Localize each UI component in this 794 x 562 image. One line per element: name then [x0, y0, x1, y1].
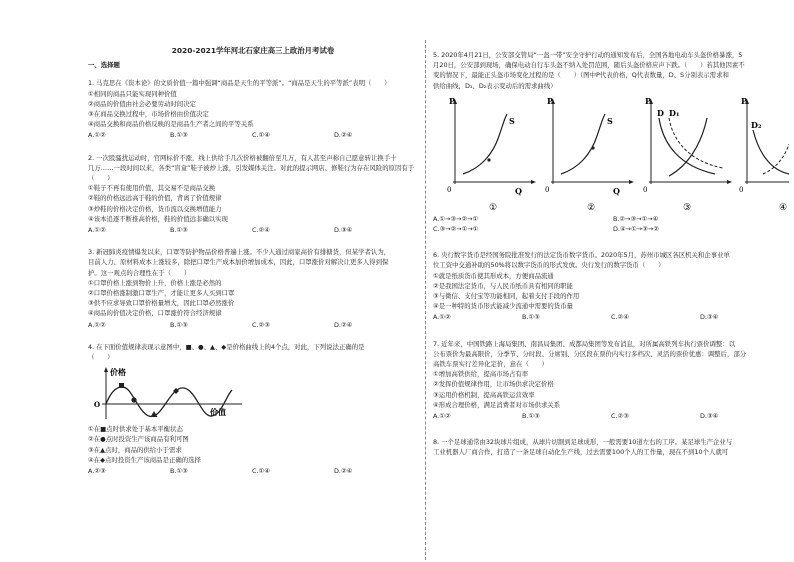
question-line: ②发挥价值规律作用，让市场供求决定价格 [433, 380, 554, 389]
question-line: ④是一种特的货币形式能减少流通中需要的货币量 [433, 302, 573, 311]
graph-2 [545, 96, 634, 212]
price-axis-arrow [104, 367, 108, 372]
option-a[interactable]: A.①② [88, 320, 106, 329]
option-c[interactable]: C.①④ [252, 131, 270, 140]
question-line: ③炒鞋的价格决定价格，货币流以交换增值能力 [88, 204, 222, 213]
graph-1-point [487, 158, 490, 161]
graph-2-p-label: P [547, 95, 554, 106]
answer-options [433, 411, 789, 421]
graph-1-p-label: P [449, 95, 456, 106]
graph-1-q-label: Q [515, 185, 522, 196]
option-b[interactable]: B.①③ [170, 226, 188, 235]
question-line: 公布票价为最高限价，分季节、分时段、分席别、分区段在票价内实行多档次、灵活的票价优惠：调整后，部分 [433, 349, 747, 358]
graph-4 [739, 96, 789, 212]
answer-options [88, 320, 418, 330]
question-line: ④形成合理价格，满足消费者对市场供求关系 [433, 400, 561, 409]
column-divider [425, 40, 426, 560]
question-line: ②是我国法定货币，与人民币纸币具有相同的职能 [433, 281, 573, 290]
question-3 [88, 247, 418, 330]
option-d[interactable]: D.②④ [334, 131, 353, 140]
graph-2-point [591, 146, 594, 149]
question-line: ①口罩价格上涨到物价上升，价格上涨是必然的 [88, 278, 222, 287]
option-c[interactable]: C.②③ [252, 320, 270, 329]
question-line: （ ） [88, 353, 114, 362]
option-c[interactable]: C.③→②→①→① [433, 225, 479, 234]
question-line: 3. 新冠肺炎疫情爆发以来，口罩等防护物品价格普遍上涨。不少人通过商家高价有排搪货，但某学者认为， [88, 248, 391, 257]
question-line: ②口罩价格涨制激口罩生产，才能让更多人买到口罩 [88, 289, 235, 298]
option-b[interactable]: B.①③ [170, 467, 188, 476]
question-line: ③运用价格机制，提高高铁运营效率 [433, 390, 535, 399]
graph-1 [447, 96, 536, 212]
question-line: 几万……一段时间以来，各类“盲盒”鞋子被炒上涨，引发媒体关注。对此的提示网店、修鞋行为存在风险的原因有于 [88, 163, 415, 172]
option-c[interactable]: C.②③ [611, 412, 629, 421]
question-5 [433, 50, 789, 234]
graph-3-origin: 0 [643, 185, 648, 194]
price-axis-label: 价格 [110, 367, 126, 378]
question-line: ①在■点时供求处于基本平衡状态 [88, 425, 183, 434]
option-a[interactable]: A.①② [433, 412, 451, 421]
option-d[interactable]: D.②④ [334, 320, 353, 329]
graph-2-number: ② [587, 202, 596, 212]
circle-marker [131, 398, 136, 403]
question-8 [433, 437, 789, 457]
value-axis-label: 价值 [210, 407, 226, 418]
question-line: ③在商品交换过程中，市场价格由价值决定 [88, 110, 209, 119]
left-column [88, 40, 418, 476]
question-line: 位工资中交通补助的50%将以数字货币的形式发放。央行发行的数字货币（ ） [433, 261, 665, 270]
graph-4-curve-dashed [763, 144, 789, 174]
answer-options [88, 466, 418, 476]
question-line: ①就是纸质货币使其形成本，方便商品流通 [433, 271, 554, 280]
option-a[interactable]: A.①② [88, 131, 106, 140]
option-c[interactable]: C.①④ [252, 467, 270, 476]
option-c[interactable]: C.②④ [252, 226, 270, 235]
question-line: ④该本追逐不断推高价格，鞋的价值远非确以实现 [88, 214, 228, 223]
answer-options [88, 130, 418, 140]
question-line: 护。这一观点的合理性在于（ ） [88, 268, 191, 277]
graph-3 [643, 96, 732, 212]
graph-4-demand-curve [753, 130, 789, 174]
option-d[interactable]: D.④→①→③→② [613, 225, 659, 234]
graph-2-curve-label: S [607, 115, 613, 126]
question-line: ④商品的价值决定价格，口罩涨价符合经济规律 [88, 309, 222, 318]
option-b[interactable]: B.②→③→①→④ [613, 214, 659, 223]
question-line: ②鞋的价格远远高于鞋的价值，背离了价值规律 [88, 194, 222, 203]
question-line: 8. 一个足球通常由32块球片组成，从球片切割到足球成形，一般需要10道左右的工序。某足球生产企业与 [433, 438, 733, 447]
graph-4-p-label: P [741, 95, 748, 106]
question-7 [433, 339, 789, 422]
question-line: ①相同的商品只能实现同种价值 [88, 89, 177, 98]
question-line: 变的情况下，最能正头盔市场变化过程的是（ ）（图中P代表价格，Q代表数量，D、S分别表示需求和 [433, 71, 729, 80]
option-a[interactable]: A.②③ [88, 467, 106, 476]
option-b[interactable]: B.①③ [522, 412, 540, 421]
graphs-svg [433, 94, 789, 212]
question-line: ③供不应求导致口罩价格量增大，因此口罩必然涨价 [88, 299, 235, 308]
graph-3-demand-curve [659, 118, 715, 174]
graph-3-curve-label-d1: D₁ [669, 107, 680, 118]
question-line: 4. 在下面价值规律表现示意图中，■、●、▲、◆是价格曲线上的4个点，对此，下列说法正确的是 [88, 342, 365, 351]
graph-2-supply-curve [561, 114, 605, 174]
option-b[interactable]: B.①③ [170, 131, 188, 140]
graph-3-p-label: P [645, 95, 652, 106]
question-line: ④商品交换和商品价格反映的是商品生产者之间的平等关系 [88, 120, 254, 129]
option-a[interactable]: A.①② [433, 313, 451, 322]
option-c[interactable]: C.②④ [611, 313, 629, 322]
graph-2-origin: 0 [545, 185, 550, 194]
right-column [433, 40, 789, 458]
graph-3-supply-curve [669, 118, 707, 176]
question-line: 供给曲线，D₁、D₂表示变动后的需求曲线） [433, 81, 557, 90]
question-line: 1. 马克思在《资本论》的文质价值一篇中强调“商品是天生的平等派”。“商品是天生的平等派”表明（ ） [88, 79, 391, 88]
graph-4-number: ④ [779, 202, 788, 212]
wave-graph-svg [92, 364, 292, 422]
question-line: ③与微信、支付宝等功能相同，起着支付手段的作用 [433, 292, 580, 301]
option-d[interactable]: D.②④ [334, 467, 353, 476]
graph-1-supply-curve [463, 114, 507, 174]
graph-2-q-label: Q [613, 185, 620, 196]
question-line: 6. 央行数字货币是经国务院批准发行的法定货币数字货币。2020年5月，苏州市城区各区机关和企事业单 [433, 251, 730, 260]
graph-3-demand-curve-shifted [669, 118, 723, 168]
question-line: 工业机器人厂商合作，打造了一条足球自动化生产线，过去需要100个人的工作量，现在不到10个人就可 [433, 448, 729, 457]
question-line: ④在◆点时投资生产该商品是正确的选择 [88, 455, 201, 464]
question-2 [88, 153, 418, 236]
question-line: ②商品的价值由社会必要劳动时间决定 [88, 99, 196, 108]
option-a[interactable]: A.①→③→②→① [433, 214, 479, 223]
exam-title: 2020-2021学年河北石家庄高三上政治月考试卷 [171, 46, 335, 55]
graph-4-curve-label: D₂ [751, 119, 762, 130]
question-line: 7. 近年来，中国铁路上海局集团、南昌局集团、成都局集团等发布消息，对所属高铁列车执行票价调整：以 [433, 339, 736, 348]
option-d[interactable]: D.③④ [334, 226, 353, 235]
graph-1-curve-label: S [509, 115, 515, 126]
question-line: ③在▲点时，商品的供给小于需求 [88, 445, 182, 454]
graph-1-origin: 0 [447, 185, 452, 194]
answer-options [88, 225, 418, 235]
supply-demand-graphs [433, 94, 789, 212]
question-line: ①增加高铁供给，提高市场占有率 [433, 370, 529, 379]
question-line: ①鞋子不再有使用价值，其交易不是商品交换 [88, 184, 216, 193]
origin-label: O [94, 400, 101, 410]
answer-options [433, 312, 789, 322]
option-d[interactable]: D.③④ [700, 313, 719, 322]
square-marker [119, 383, 124, 388]
question-line: 5. 2020年4月21日，公安部交管局“一盔一带”安全守护行动的通知发布后，全国各地电动车头盔价格暴涨，5 [433, 51, 743, 59]
price-value-wave-graph [92, 364, 292, 422]
graph-1-number: ① [489, 202, 498, 212]
option-d[interactable]: D.③④ [700, 412, 719, 421]
graph-4-origin: 0 [739, 185, 744, 194]
question-line: 2. 一次股骚扰运动时，官网标价不涨，线上供给手几次价格被翻倍至几万，有人甚至声称自己愿意转让换手十 [88, 153, 397, 162]
question-line: 目前人力、原材料成本上涨较多，除把口罩生产成本加价增加成本，因此，口罩涨价对解决让更多人得到保 [88, 258, 389, 267]
graph-3-curve-label-d: D [657, 107, 664, 118]
question-1 [88, 78, 418, 140]
question-6 [433, 250, 789, 322]
question-4 [88, 342, 418, 476]
option-b[interactable]: B.①③ [170, 320, 188, 329]
option-a[interactable]: A.①② [88, 226, 106, 235]
question-line: （ ） [88, 174, 114, 183]
option-b[interactable]: B.①③ [522, 313, 540, 322]
answer-options [433, 214, 789, 234]
section-heading: 一、选择题 [88, 61, 120, 70]
question-line: 高铁车票实行差异化定价，意在（ ） [433, 360, 549, 369]
question-line: 月20日，公安部到现场，确保电动自行车头盔不纳入处罚范围，随后头盔价格应声下跌。（ ）若其他因素不 [433, 61, 745, 70]
graph-3-number: ③ [683, 202, 692, 212]
question-line: ②在●点时投资生产该商品有利可图 [88, 435, 189, 444]
